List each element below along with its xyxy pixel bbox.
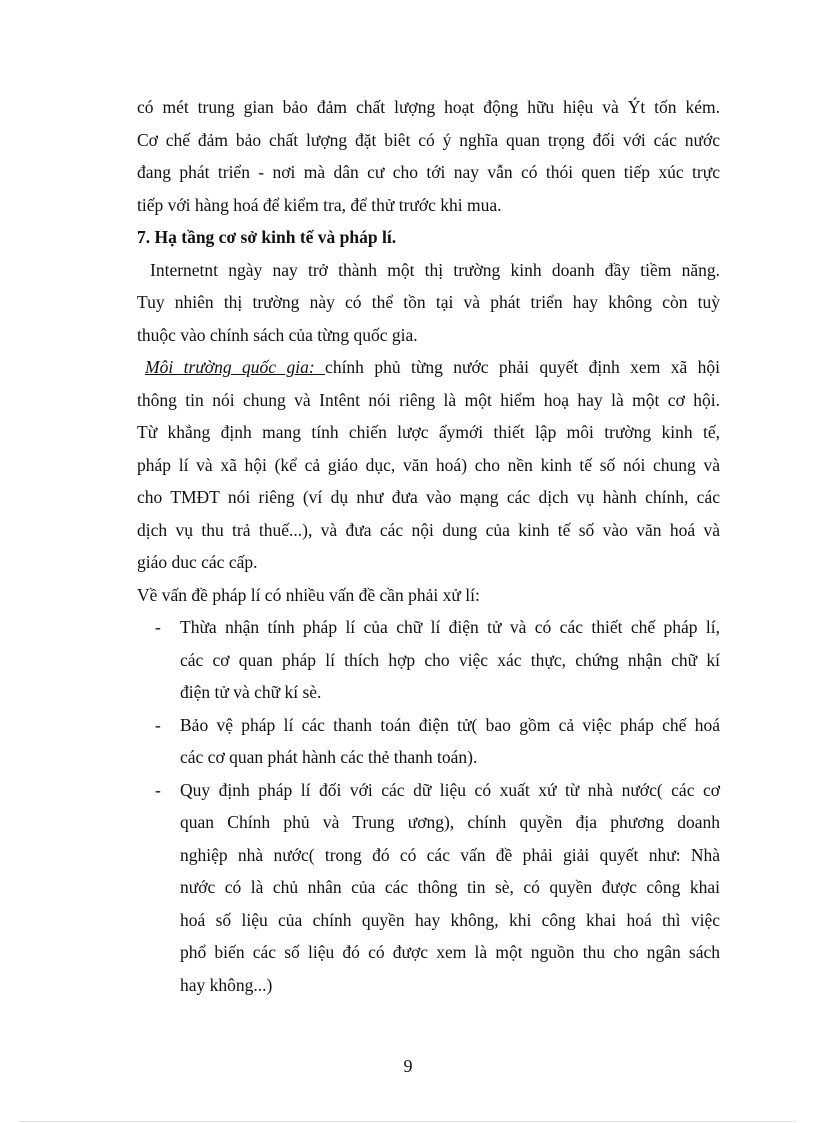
legal-intro: Về vấn đề pháp lí có nhiều vấn đề cần phải xử lí: — [137, 585, 480, 605]
page-number: 9 — [403, 1056, 413, 1076]
bullet-3-line: Quy định pháp lí đối với các dữ liệu có xuất xứ từ nhà nước( các cơ — [180, 780, 720, 800]
bullet-3-line: nghiệp nhà nước( trong đó có các vấn đề phải giải quyết như: Nhà — [180, 845, 720, 865]
bullet-3-line: phổ biến các số liệu đó có được xem là một nguồn thu cho ngân sách — [180, 942, 720, 962]
bullet-3-line: hay không...) — [180, 975, 273, 995]
paragraph-3-first-rest: chính phủ từng nước phải quyết định xem xã hội — [325, 357, 720, 377]
paragraph-2-line: Internetnt ngày nay trở thành một thị trường kinh doanh đầy tiềm năng. — [150, 260, 720, 280]
paragraph-3-line: pháp lí và xã hội (kể cả giáo dục, văn hoá) cho nền kinh tế số nói chung và — [137, 455, 720, 475]
paragraph-3-first-line — [145, 356, 720, 378]
bullet-1-line: điện tử và chữ kí sè. — [180, 682, 322, 702]
paragraph-3-line: thông tin nói chung và Intênt nói riêng là một hiểm hoạ hay là một cơ hội. — [137, 390, 720, 410]
paragraph-3-line: giáo duc các cấp. — [137, 552, 258, 572]
bullet-3-line: nước có là chủ nhân của các thông tin sè, có quyền được công khai — [180, 877, 720, 897]
bullet-marker: - — [155, 617, 161, 637]
bullet-2-line: các cơ quan phát hành các thẻ thanh toán). — [180, 747, 478, 767]
paragraph-3-line: Từ khẳng định mang tính chiến lược ấymới thiết lập môi trường kinh tế, — [137, 422, 720, 442]
paragraph-1-line: tiếp với hàng hoá để kiểm tra, để thử trước khi mua. — [137, 195, 502, 215]
section-heading: 7. Hạ tầng cơ sở kinh tế và pháp lí. — [137, 227, 397, 247]
paragraph-1-line: đang phát triển - nơi mà dân cư cho tới nay vẫn có thói quen tiếp xúc trực — [137, 162, 720, 182]
bullet-marker: - — [155, 715, 161, 735]
paragraph-3-line: dịch vụ thu trả thuế...), và đưa các nội dung của kinh tế số vào văn hoá và — [137, 520, 720, 540]
paragraph-2-line: thuộc vào chính sách của từng quốc gia. — [137, 325, 418, 345]
bullet-1-line: các cơ quan pháp lí thích hợp cho việc xác thực, chứng nhận chữ kí — [180, 650, 720, 670]
paragraph-3-lead: Môi trường quốc gia: — [145, 357, 326, 377]
paragraph-2-line: Tuy nhiên thị trường này có thể tồn tại và phát triển hay không còn tuỳ — [137, 292, 720, 312]
bullet-3-line: quan Chính phủ và Trung ương), chính quyền địa phương doanh — [180, 812, 720, 832]
paragraph-1-line: Cơ chế đảm bảo chất lượng đặt biêt có ý nghĩa quan trọng đối với các nước — [137, 130, 720, 150]
page-bottom-divider — [20, 1121, 796, 1122]
paragraph-1-line: có mét trung gian bảo đảm chất lượng hoạt động hữu hiệu và Ýt tốn kém. — [137, 97, 720, 117]
bullet-2-line: Bảo vệ pháp lí các thanh toán điện tử( bao gồm cả việc pháp chế hoá — [180, 715, 720, 735]
bullet-3-line: hoá số liệu của chính quyền hay không, khi công khai hoá thì việc — [180, 910, 720, 930]
bullet-1-line: Thừa nhận tính pháp lí của chữ lí điện tử và có các thiết chế pháp lí, — [180, 617, 720, 637]
paragraph-3-line: cho TMĐT nói riêng (ví dụ như đưa vào mạng các dịch vụ hành chính, các — [137, 487, 720, 507]
bullet-marker: - — [155, 780, 161, 800]
